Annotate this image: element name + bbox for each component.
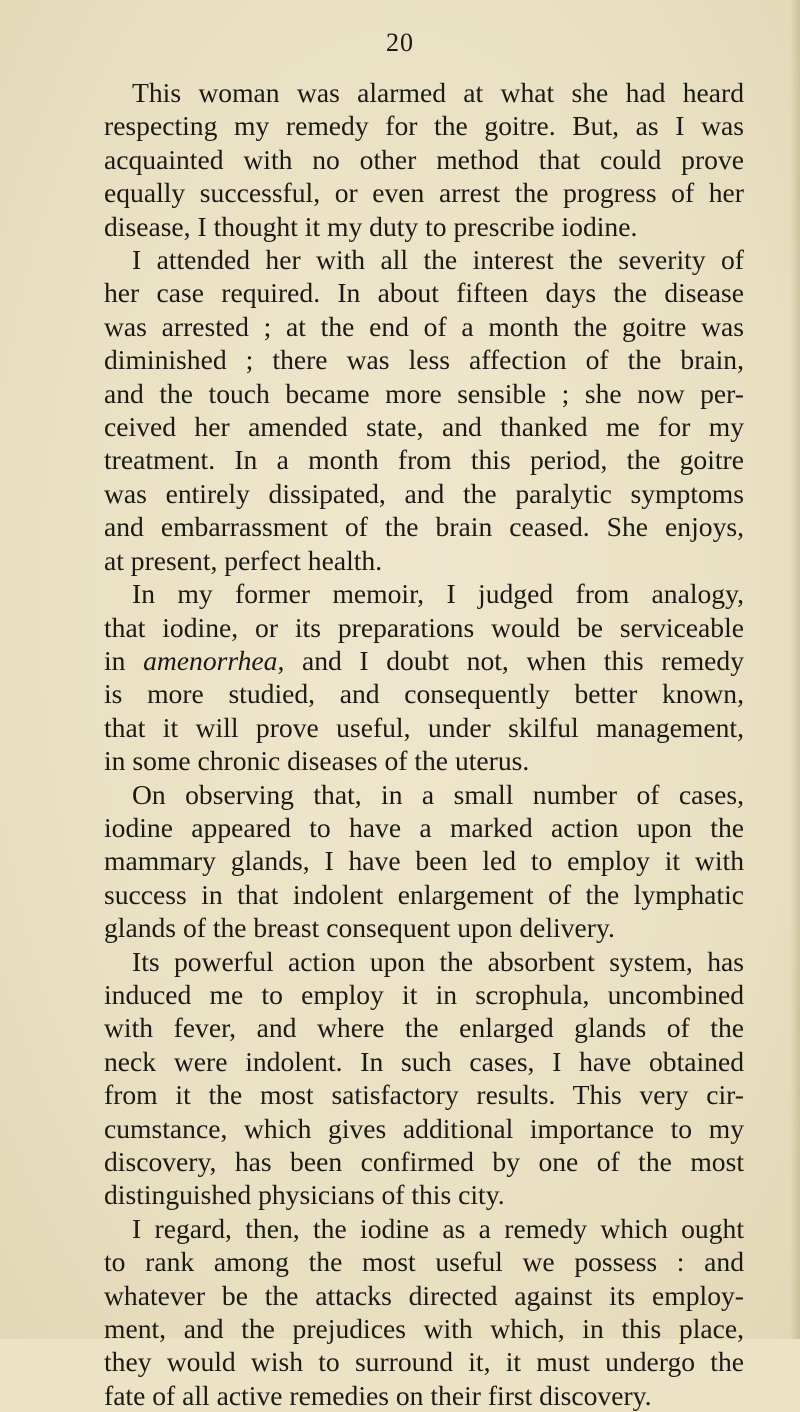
text-line: and embarrassment of the brain ceased. She enjoys, — [104, 511, 744, 543]
text-line: that it will prove useful, under skilful management, — [104, 711, 744, 743]
paragraph-6 — [104, 1212, 744, 1412]
text-line: iodine appeared to have a marked action upon the — [104, 811, 744, 843]
text-line: at present, perfect health. — [104, 544, 383, 576]
text-line: fate of all active remedies on their first discovery. — [104, 1379, 652, 1411]
text-line: In my former memoir, I judged from analogy, — [132, 578, 744, 610]
text-line: in some chronic diseases of the uterus. — [104, 745, 530, 777]
text-line: discovery, has been confirmed by one of the most — [104, 1146, 744, 1177]
text-line: ceived her amended state, and thanked me for my — [104, 411, 744, 443]
text-line: success in that indolent enlargement of the lymphatic — [104, 878, 744, 910]
italic-term: amenorrhea, — [143, 644, 285, 676]
paragraph-1 — [104, 76, 744, 243]
text-line: equally successful, or even arrest the progress of her — [104, 177, 744, 209]
text-line: ment, and the prejudices with which, in this place, — [104, 1313, 744, 1345]
text-line: to rank among the most useful we possess : and — [104, 1246, 744, 1278]
text-line: disease, I thought it my duty to prescribe iodine. — [104, 210, 638, 242]
text-line: distinguished physicians of this city. — [104, 1179, 505, 1211]
body-text — [104, 76, 744, 1412]
text-line: with fever, and where the enlarged glands of the — [104, 1012, 744, 1044]
text-line: cumstance, which gives additional importance to my — [104, 1112, 744, 1144]
text-fragment: in — [104, 644, 126, 676]
text-line: whatever be the attacks directed against its employ- — [104, 1279, 744, 1311]
text-line: On observing that, in a small number of cases, — [132, 778, 744, 810]
text-line: acquainted with no other method that could prove — [104, 143, 744, 175]
text-line: her case required. In about fifteen days the disease — [104, 277, 744, 309]
text-line: This woman was alarmed at what she had heard — [132, 77, 744, 108]
text-line: and the touch became more sensible ; she now per- — [104, 377, 744, 409]
text-line: is more studied, and consequently better known, — [104, 678, 744, 710]
text-line-mixed — [104, 644, 744, 677]
text-line: diminished ; there was less affection of the brain, — [104, 344, 744, 376]
text-line: I attended her with all the interest the severity of — [132, 244, 744, 276]
text-line: treatment. In a month from this period, the goitre — [104, 444, 744, 476]
text-line: from it the most satisfactory results. This very cir- — [104, 1079, 744, 1111]
paragraph-5 — [104, 945, 744, 1212]
text-line: was entirely dissipated, and the paralytic symptoms — [104, 477, 744, 509]
text-line: induced me to employ it in scrophula, uncombined — [104, 978, 744, 1010]
paragraph-4 — [104, 778, 744, 945]
text-line: that iodine, or its preparations would be serviceable — [104, 611, 744, 643]
page-edge-shadow — [790, 0, 800, 1339]
text-fragment: and I doubt not, when this remedy — [301, 644, 745, 676]
text-line: neck were indolent. In such cases, I have obtained — [104, 1045, 744, 1077]
paragraph-2 — [104, 243, 744, 577]
text-line: respecting my remedy for the goitre. But, as I was — [104, 110, 744, 142]
text-line: I regard, then, the iodine as a remedy which ought — [132, 1212, 744, 1244]
text-line: Its powerful action upon the absorbent system, has — [132, 945, 744, 977]
text-line: was arrested ; at the end of a month the goitre was — [104, 310, 744, 342]
text-line: glands of the breast consequent upon delivery. — [104, 912, 615, 944]
text-line: they would wish to surround it, it must undergo the — [104, 1346, 744, 1378]
text-line: mammary glands, I have been led to employ it with — [104, 845, 744, 877]
page-number: 20 — [386, 28, 414, 57]
paragraph-3 — [104, 577, 744, 777]
